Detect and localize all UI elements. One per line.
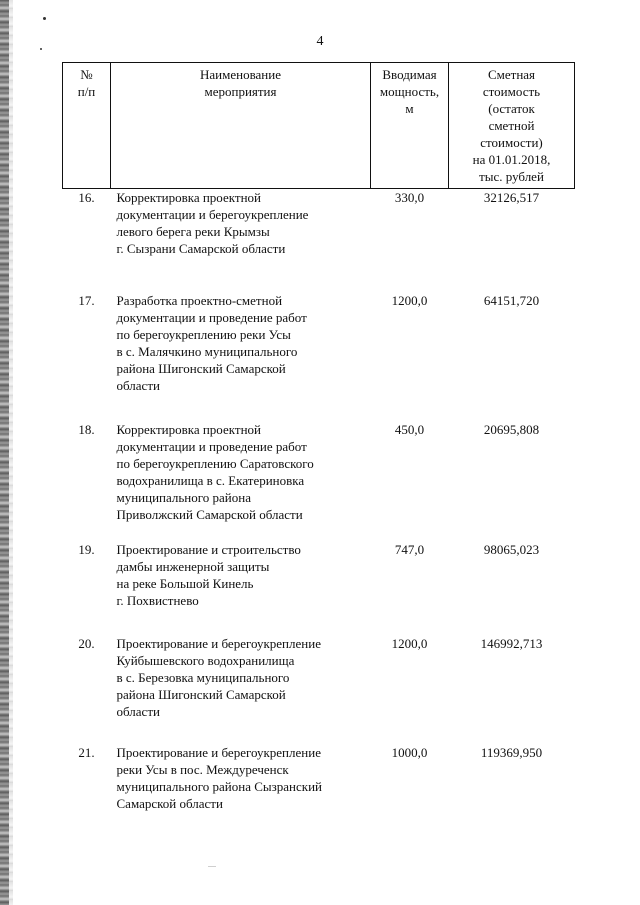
table-row: [63, 635, 575, 744]
scan-edge-shadow: [0, 0, 9, 905]
row-power: 747,0: [394, 541, 425, 557]
row-cost: 32126,517: [483, 190, 540, 205]
row-power: 450,0: [394, 421, 425, 437]
row-number: 18.: [78, 421, 95, 437]
row-cost: 119369,950: [480, 744, 543, 760]
row-number: 19.: [78, 541, 95, 557]
table-row: [63, 744, 575, 824]
row-power: 1200,0: [391, 635, 428, 651]
row-number: 16.: [78, 190, 95, 205]
row-power: 330,0: [394, 190, 425, 205]
header-cost: Сметная стоимость (остаток сметной стоимости) на 01.01.2018, тыс. рублей: [449, 63, 575, 189]
row-power: 1000,0: [391, 744, 428, 760]
row-number: 21.: [78, 744, 95, 760]
row-power: 1200,0: [391, 292, 428, 308]
row-cost: 20695,808: [483, 421, 540, 437]
row-name: Корректировка проектной документации и проведение работ по берегоукреплению Саратовского водохранилища в с. Екатериновка муниципального района Приволжский Самарской области: [116, 421, 314, 522]
header-name: Наименование мероприятия: [111, 63, 371, 189]
page-number: 4: [316, 34, 324, 49]
scan-mark: [208, 866, 216, 867]
row-name: Проектирование и берегоукрепление реки Усы в пос. Междуреченск муниципального района Сызранский Самарской области: [116, 744, 322, 811]
table-header-row: [63, 63, 575, 189]
row-name: Корректировка проектной документации и берегоукрепление левого берега реки Крымзы г. Сызрани Самарской области: [116, 190, 309, 256]
measures-table: [62, 62, 575, 824]
table-row: [63, 189, 575, 292]
header-num: № п/п: [63, 63, 111, 189]
row-cost: 64151,720: [483, 292, 540, 308]
row-cost: 146992,713: [480, 635, 543, 651]
row-name: Разработка проектно-сметной документации и проведение работ по берегоукреплению реки Усы в с. Малячкино муниципального района Шигонский Самарской области: [116, 292, 307, 393]
row-number: 20.: [78, 635, 95, 651]
scan-speck: [43, 17, 46, 20]
row-name: Проектирование и берегоукрепление Куйбышевского водохранилища в с. Березовка муниципального района Шигонский Самарской области: [116, 635, 321, 719]
scan-edge-highlight: [9, 0, 13, 905]
row-cost: 98065,023: [483, 541, 540, 557]
table-row: [63, 421, 575, 541]
row-number: 17.: [78, 292, 95, 308]
table-row: [63, 292, 575, 421]
header-power: Вводимая мощность, м: [371, 63, 449, 189]
row-name: Проектирование и строительство дамбы инженерной защиты на реке Большой Кинель г. Похвистнево: [116, 541, 301, 608]
table-row: [63, 541, 575, 635]
